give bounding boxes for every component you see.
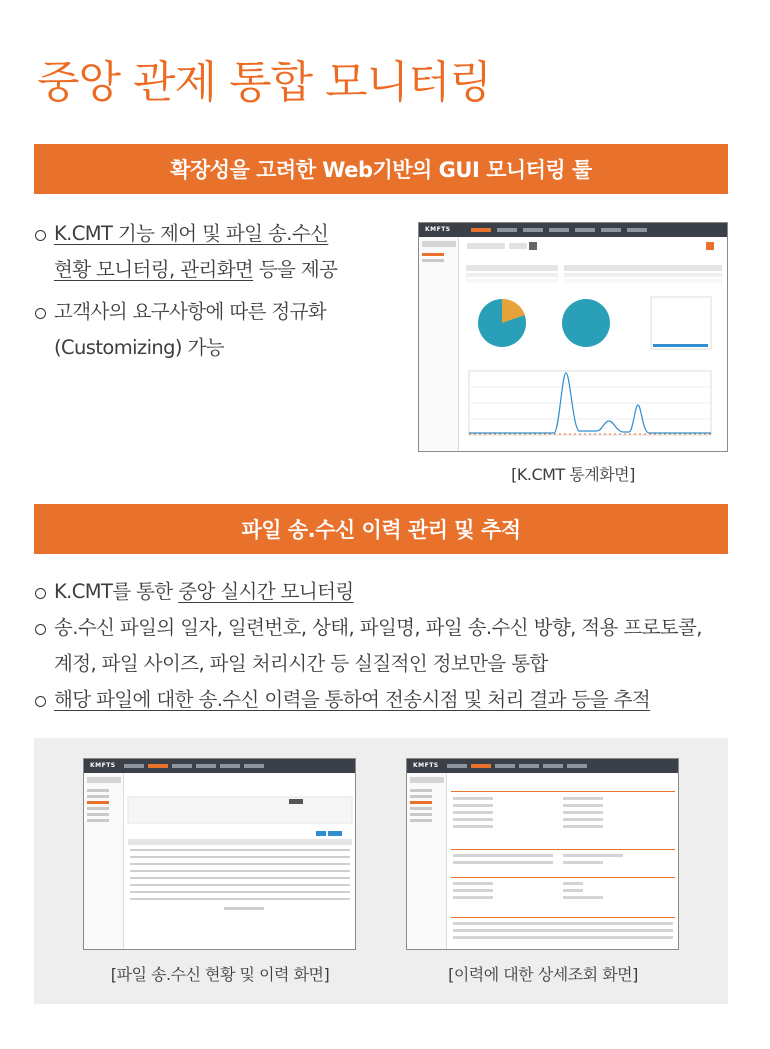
table-row (466, 273, 558, 277)
page-title: 중앙 관제 통합 모니터링 (37, 57, 491, 108)
detail-rows-3 (453, 882, 603, 899)
action-button (328, 831, 342, 836)
detail-tables (407, 759, 679, 950)
export-button (706, 242, 714, 250)
action-button (316, 831, 326, 836)
table-rows (130, 849, 350, 900)
bullet-item (34, 294, 404, 366)
underlined-text: 해당 파일에 대한 송.수신 이력을 통하여 전송시점 및 처리 결과 등을 추적 (54, 688, 651, 711)
bullet-item (34, 574, 734, 610)
search-icon (529, 242, 537, 250)
bar-mark (653, 344, 708, 347)
history-table (84, 759, 356, 950)
bullet-text: (Customizing) 가능 (54, 336, 225, 359)
detail-rows-4 (453, 922, 673, 939)
bullet-text-rest: 등을 제공 (253, 258, 338, 281)
bullet-text: 고객사의 요구사항에 따른 정규화 (54, 300, 327, 323)
pie-chart (562, 299, 610, 347)
bullet-text (54, 252, 404, 288)
history-detail-screenshot (406, 758, 679, 950)
detail-rows-2 (453, 854, 623, 864)
bullet-text: K.CMT를 통한 (54, 580, 179, 603)
kmfts-logo: KMFTS (425, 226, 451, 233)
table-header (466, 265, 558, 271)
transfer-history-screenshot (83, 758, 356, 950)
bullet-item (34, 216, 404, 288)
underlined-text: 중앙 실시간 모니터링 (178, 580, 354, 603)
kmfts-logo: KMFTS (90, 762, 116, 769)
detail-rows-1 (453, 797, 603, 828)
section-rule (451, 917, 675, 918)
bullet-item (34, 682, 734, 718)
bullet-item (34, 610, 734, 682)
section-heading-history: 파일 송.수신 이력 관리 및 추적 (34, 504, 728, 554)
table-row (466, 279, 558, 283)
bar-chart-frame (651, 297, 711, 349)
pagination (224, 907, 264, 910)
table-row (564, 273, 722, 277)
statistics-screenshot (418, 222, 728, 452)
table-row (564, 279, 722, 283)
section-rule (451, 877, 675, 878)
feature-list-gui (34, 216, 404, 372)
feature-list-history (34, 574, 734, 718)
filter-box (509, 243, 527, 249)
table-header (128, 839, 352, 845)
kmfts-logo: KMFTS (413, 762, 439, 769)
section-heading-gui-monitoring: 확장성을 고려한 Web기반의 GUI 모니터링 툴 (34, 144, 728, 194)
statistics-caption: [K.CMT 통계화면] (511, 465, 635, 484)
filter-box (467, 243, 505, 249)
bullet-text: 계정, 파일 사이즈, 파일 처리시간 등 실질적인 정보만을 통합 (54, 652, 548, 675)
section-rule (451, 791, 675, 792)
table-header (564, 265, 722, 271)
search-button (289, 799, 303, 804)
search-form (128, 797, 352, 823)
bullet-text: 송.수신 파일의 일자, 일련번호, 상태, 파일명, 파일 송.수신 방향, 적용 프로토콜, (54, 616, 702, 639)
section-rule (451, 849, 675, 850)
transfer-history-caption: [파일 송.수신 현황 및 이력 화면] (110, 965, 330, 984)
statistics-charts (419, 223, 728, 452)
history-detail-caption: [이력에 대한 상세조회 화면] (448, 965, 638, 984)
underlined-text: 현황 모니터링, 관리화면 (54, 258, 254, 281)
bullet-text: K.CMT 기능 제어 및 파일 송.수신 (54, 222, 329, 245)
